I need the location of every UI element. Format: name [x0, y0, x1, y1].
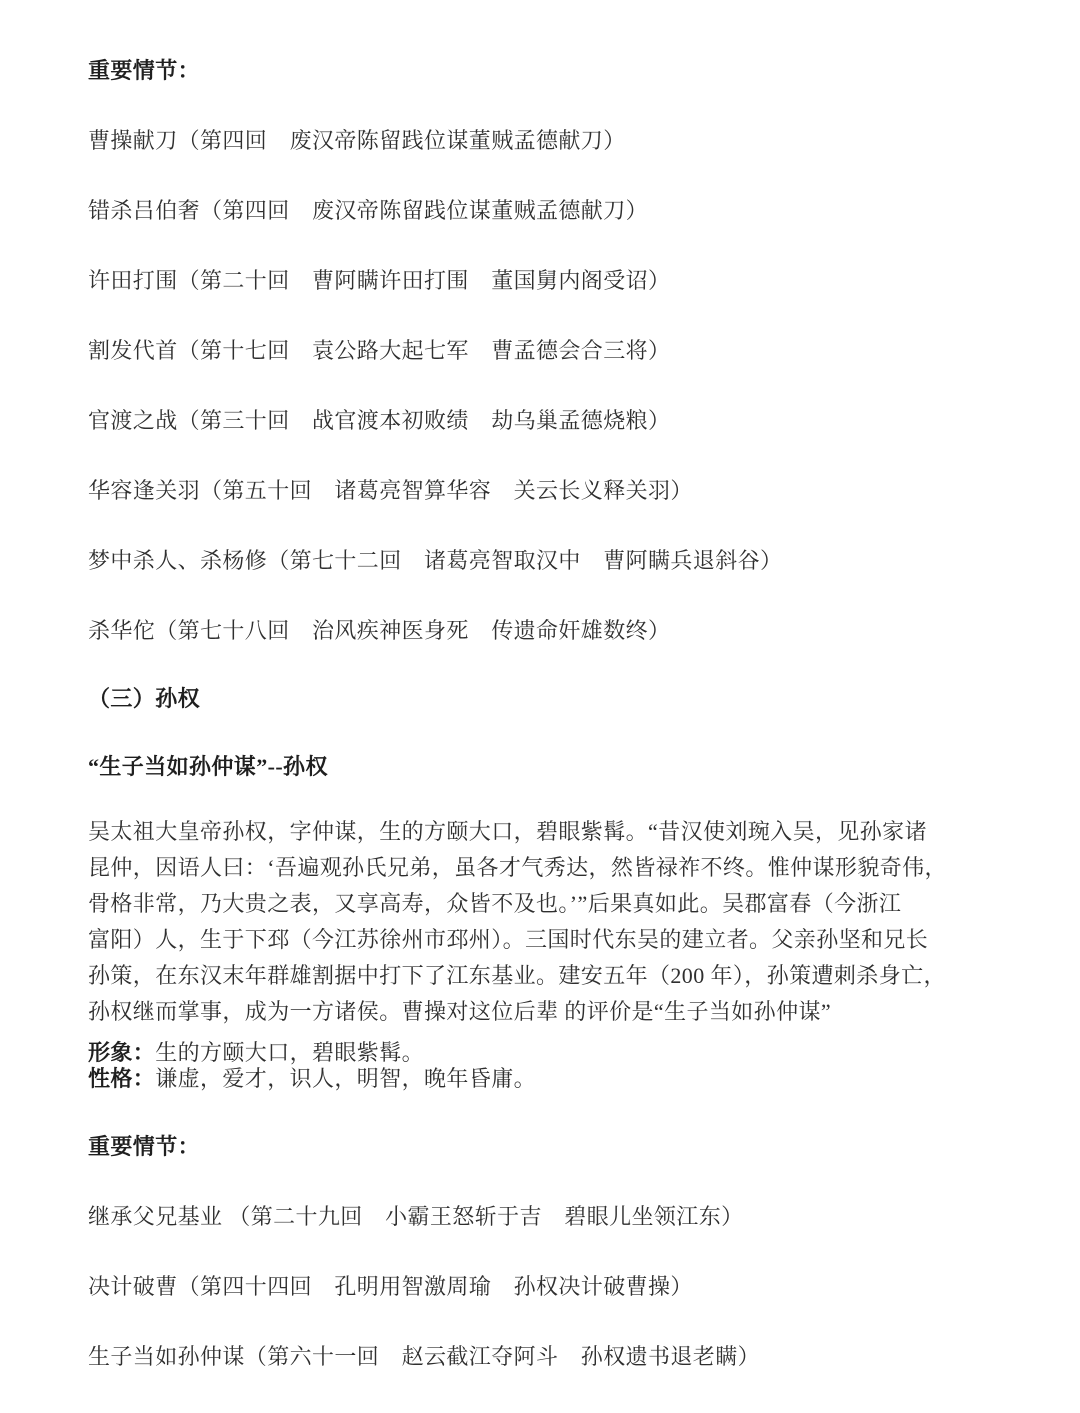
- personality-label: 性格：: [88, 1066, 156, 1091]
- caocao-plots-heading: 重要情节：: [88, 58, 201, 83]
- caocao-plot-item: 官渡之战（第三十回 战官渡本初败绩 劫乌巢孟德烧粮）: [88, 408, 671, 433]
- caocao-plot-item: 华容逢关羽（第五十回 诸葛亮智算华容 关云长义释关羽）: [88, 478, 693, 503]
- caocao-plot-item: 杀华佗（第七十八回 治风疾神医身死 传遗命奸雄数终）: [88, 618, 671, 643]
- biography-line: 昆仲，因语人曰：‘吾遍观孙氏兄弟，虽各才气秀达，然皆禄祚不终。惟仲谋形貌奇伟，: [88, 855, 947, 880]
- caocao-plot-item: 错杀吕伯奢（第四回 废汉帝陈留践位谋董贼孟德献刀）: [88, 198, 649, 223]
- biography-line: 孙权继而掌事，成为一方诸侯。曹操对这位后辈 的评价是“生子当如孙仲谋”: [88, 999, 832, 1024]
- sunquan-plot-item: 决计破曹（第四十四回 孔明用智激周瑜 孙权决计破曹操）: [88, 1274, 693, 1299]
- caocao-plot-item: 梦中杀人、杀杨修（第七十二回 诸葛亮智取汉中 曹阿瞒兵退斜谷）: [88, 548, 783, 573]
- personality-text: 谦虚，爱才，识人，明智，晚年昏庸。: [155, 1066, 537, 1091]
- sunquan-personality-line: [88, 1066, 990, 1092]
- sunquan-plot-item: 继承父兄基业 （第二十九回 小霸王怒斩于吉 碧眼儿坐领江东）: [88, 1204, 744, 1229]
- biography-line: 骨格非常，乃大贵之表，又享高寿，众皆不及也。’”后果真如此。吴郡富春（今浙江: [88, 891, 902, 916]
- sunquan-section-heading: （三）孙权: [88, 686, 201, 711]
- biography-line: 富阳）人，生于下邳（今江苏徐州市邳州）。三国时代东吴的建立者。父亲孙坚和兄长: [88, 927, 929, 952]
- caocao-plot-item: 割发代首（第十七回 袁公路大起七军 曹孟德会合三将）: [88, 338, 671, 363]
- caocao-plot-item: 许田打围（第二十回 曹阿瞒许田打围 董国舅内阁受诏）: [88, 268, 671, 293]
- biography-line: 吴太祖大皇帝孙权，字仲谋，生的方颐大口，碧眼紫髯。“昔汉使刘琬入吴，见孙家诸: [88, 819, 927, 844]
- sunquan-plot-item: 生子当如孙仲谋（第六十一回 赵云截江夺阿斗 孙权遗书退老瞒）: [88, 1344, 761, 1369]
- image-text: 生的方颐大口，碧眼紫髯。: [155, 1040, 425, 1065]
- caocao-plot-item: 曹操献刀（第四回 废汉帝陈留践位谋董贼孟德献刀）: [88, 128, 626, 153]
- biography-line: 孙策，在东汉末年群雄割据中打下了江东基业。建安五年（200 年），孙策遭刺杀身亡，: [88, 963, 946, 988]
- sunquan-biography: [88, 814, 990, 1030]
- sunquan-image-line: [88, 1040, 990, 1066]
- sunquan-quote-heading: “生子当如孙仲谋”--孙权: [88, 754, 328, 779]
- sunquan-plots-heading: 重要情节：: [88, 1134, 201, 1159]
- image-label: 形象：: [88, 1040, 156, 1065]
